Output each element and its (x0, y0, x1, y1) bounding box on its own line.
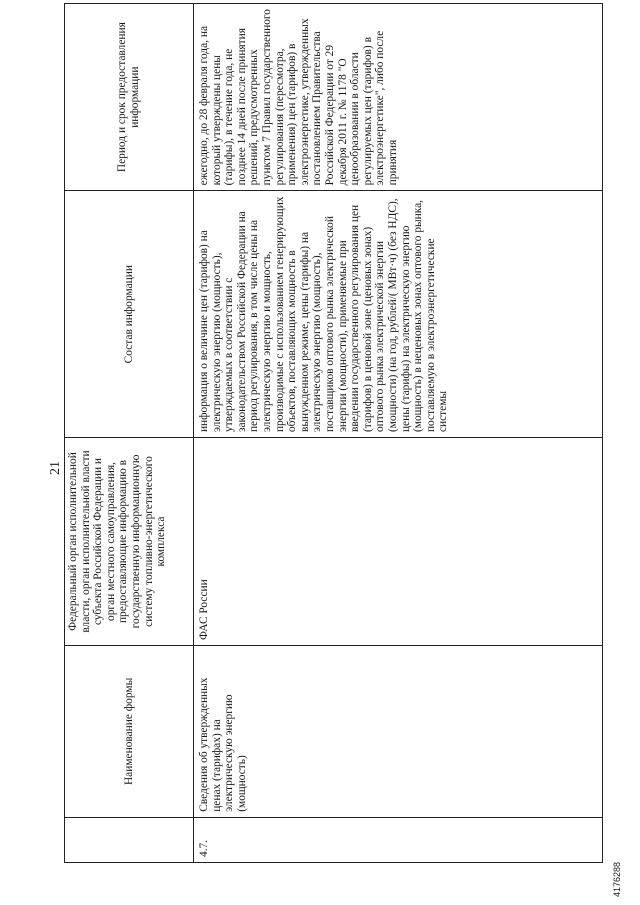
information-form-table (64, 3, 603, 863)
row-number: 4.7. (194, 817, 603, 862)
page-number: 21 (48, 461, 63, 475)
row-period: ежегодно, до 28 февраля года, на который утверждены цены (тарифы), в течение года, не позднее 14 дней после принятия решений, предусмотренных пунктом 7 Правил государственного регулирования (пересмотра, применения) цен (тарифов) в электроэнергетике, утвержденных постановлением Правительства Российской Федерации от 29 декабря 2011 г. № 1178 "О ценообразовании в области регулируемых цен (тарифов) в электроэнергетике", либо после принятия (194, 4, 603, 191)
table-header-row (65, 4, 194, 863)
header-number-cell (65, 817, 194, 862)
row-content: информация о величине цен (тарифов) на электрическую энергию (мощность), утверждаемых в соответствии с законодательством Российской Федерации на период регулирования, в том числе цены на электрическую энергию и мощность, производимые с использованием генерирующих объектов, поставляющих мощность в вынужденном режиме, цены (тарифы) на электрическую энергию (мощность), поставщиков оптового рынка электрической энергии (мощности), применяемые при введении государственного регулирования цен (тарифов) в ценовой зоне (ценовых зонах) оптового рынка электрической энергии (мощности) (на год, рублей/( МВт·ч) (без НДС), цены (тарифы) на электрическую энергию (мощность) в неценовых зонах оптового рынка, поставляемую в электроэнергетические системы (194, 191, 603, 438)
row-agency: ФАС России (194, 438, 603, 646)
row-form-name: Сведения об утвержденных ценах (тарифах) на электрическую энергию (мощность) (194, 646, 603, 818)
header-period: Период и срок предоставления информации (65, 4, 194, 191)
header-form-name: Наименование формы (65, 646, 194, 818)
table-row (194, 4, 603, 863)
document-code: 4176288 (612, 861, 622, 897)
header-content: Состав информации (65, 191, 194, 438)
header-agency: Федеральный орган исполнительной власти, орган исполнительной власти субъекта Российской Федерации и орган местного самоуправления, предоставляющие информацию в государственную информационную систему топливно-энергетического комплекса (65, 438, 194, 646)
